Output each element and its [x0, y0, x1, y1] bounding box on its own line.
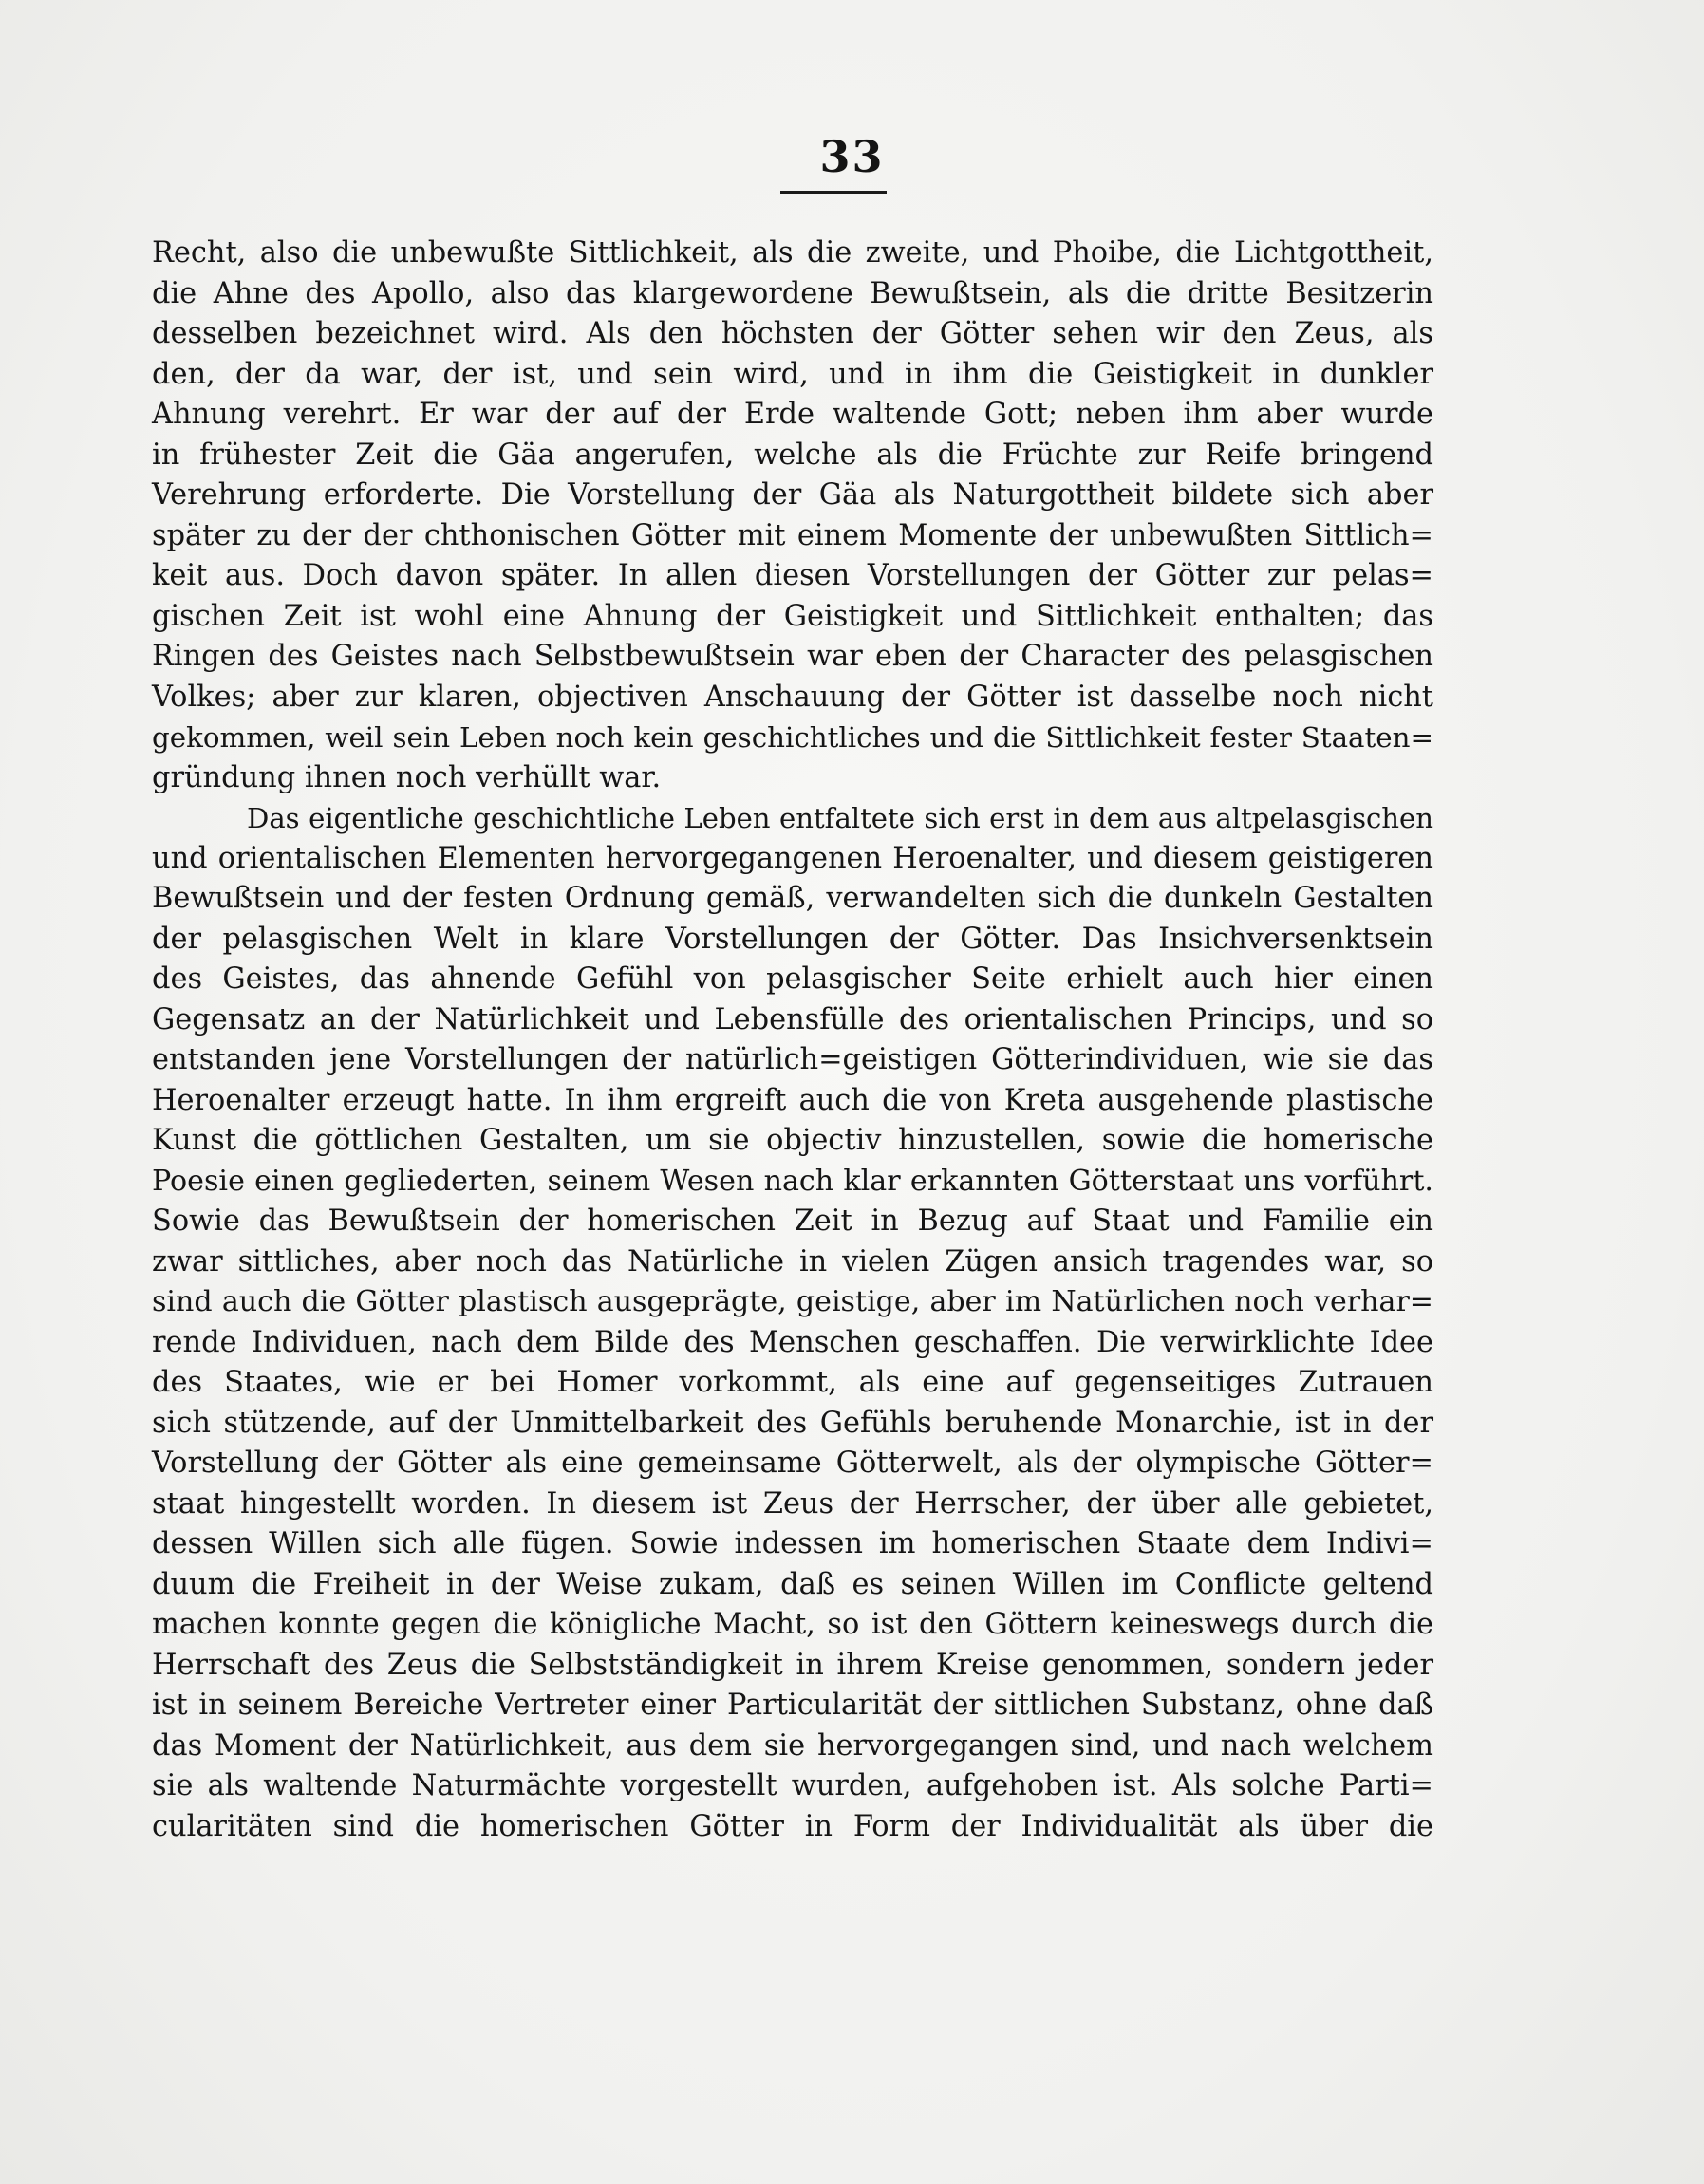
text-line: des Geistes, das ahnende Gefühl von pelasgischer Seite erhielt auch hier einen: [152, 962, 1433, 996]
page-number: 33: [819, 131, 885, 182]
text-line: des Staates, wie er bei Homer vorkommt, als eine auf gegenseitiges Zutrauen: [152, 1366, 1433, 1399]
text-line: Poesie einen gegliederten, seinem Wesen nach klar erkannten Götterstaat uns vorführt.: [152, 1164, 1433, 1198]
text-line: sich stützende, auf der Unmittelbarkeit des Gefühls beruhende Monarchie, ist in der: [152, 1406, 1433, 1440]
text-line: den, der da war, der ist, und sein wird, und in ihm die Geistigkeit in dunkler: [152, 357, 1433, 391]
text-line: und orientalischen Elementen hervorgegangenen Heroenalter, und diesem geistigeren: [152, 841, 1433, 875]
text-line: Volkes; aber zur klaren, objectiven Anschauung der Götter ist dasselbe noch nicht: [152, 680, 1433, 714]
text-line: duum die Freiheit in der Weise zukam, daß es seinen Willen im Conflicte geltend: [152, 1567, 1433, 1601]
text-line: das Moment der Natürlichkeit, aus dem sie hervorgegangen sind, und nach welchem: [152, 1728, 1433, 1763]
text-line: Kunst die göttlichen Gestalten, um sie objectiv hinzustellen, sowie die homerische: [152, 1124, 1433, 1157]
text-line: Ringen des Geistes nach Selbstbewußtsein war eben der Character des pelasgischen: [152, 640, 1433, 673]
text-line: desselben bezeichnet wird. Als den höchsten der Götter sehen wir den Zeus, als: [152, 317, 1433, 350]
text-line: in frühester Zeit die Gäa angerufen, welche als die Früchte zur Reife bringend: [152, 438, 1433, 472]
text-line: Heroenalter erzeugt hatte. In ihm ergreift auch die von Kreta ausgehende plastische: [152, 1083, 1433, 1117]
text-line: Recht, also die unbewußte Sittlichkeit, als die zweite, und Phoibe, die Lichtgottheit,: [152, 236, 1433, 270]
text-line: Sowie das Bewußtsein der homerischen Zeit in Bezug auf Staat und Familie ein: [152, 1204, 1433, 1238]
text-line: später zu der der chthonischen Götter mit einem Momente der unbewußten Sittlich=: [152, 518, 1433, 552]
text-line: staat hingestellt worden. In diesem ist Zeus der Herrscher, der über alle gebietet,: [152, 1486, 1433, 1521]
text-line: dessen Willen sich alle fügen. Sowie indessen im homerischen Staate dem Indivi=: [152, 1527, 1433, 1560]
text-line: rende Individuen, nach dem Bilde des Menschen geschaffen. Die verwirklichte Idee: [152, 1325, 1433, 1359]
text-line: Gegensatz an der Natürlichkeit und Lebensfülle des orientalischen Princips, und so: [152, 1002, 1433, 1036]
text-line: die Ahne des Apollo, also das klargewordene Bewußtsein, als die dritte Besitzerin: [152, 276, 1433, 310]
text-line: sind auch die Götter plastisch ausgeprägte, geistige, aber im Natürlichen noch verhar=: [152, 1285, 1433, 1318]
text-line: cularitäten sind die homerischen Götter in Form der Individualität als über die: [152, 1809, 1433, 1843]
text-line: der pelasgischen Welt in klare Vorstellungen der Götter. Das Insichversenktsein: [152, 922, 1433, 956]
text-line: ist in seinem Bereiche Vertreter einer Particularität der sittlichen Substanz, ohne daß: [152, 1689, 1433, 1722]
text-line: Bewußtsein und der festen Ordnung gemäß, verwandelten sich die dunkeln Gestalten: [152, 882, 1433, 915]
text-line: gründung ihnen noch verhüllt war.: [152, 760, 662, 794]
text-line: Ahnung verehrt. Er war der auf der Erde waltende Gott; neben ihm aber wurde: [152, 398, 1433, 431]
text-line: Das eigentliche geschichtliche Leben entfaltete sich erst in dem aus altpelasgischen: [247, 802, 1433, 834]
text-line: entstanden jene Vorstellungen der natürlich=geistigen Götterindividuen, wie sie das: [152, 1043, 1433, 1076]
text-line: gischen Zeit ist wohl eine Ahnung der Geistigkeit und Sittlichkeit enthalten; das: [152, 599, 1433, 633]
text-line: sie als waltende Naturmächte vorgestellt wurden, aufgehoben ist. Als solche Parti=: [152, 1769, 1433, 1802]
text-line: keit aus. Doch davon später. In allen diesen Vorstellungen der Götter zur pelas=: [152, 559, 1433, 592]
page-number-rule: [780, 191, 887, 194]
text-line: Verehrung erforderte. Die Vorstellung der Gäa als Naturgottheit bildete sich aber: [152, 478, 1433, 512]
text-line: Vorstellung der Götter als eine gemeinsame Götterwelt, als der olympische Götter=: [152, 1447, 1433, 1480]
body-text: [152, 233, 1433, 1847]
text-line: zwar sittliches, aber noch das Natürliche in vielen Zügen ansich tragendes war, so: [152, 1244, 1433, 1279]
text-line: gekommen, weil sein Leben noch kein geschichtliches und die Sittlichkeit fester Staaten=: [152, 721, 1433, 754]
text-line: machen konnte gegen die königliche Macht, so ist den Göttern keineswegs durch die: [152, 1608, 1433, 1641]
text-line: Herrschaft des Zeus die Selbstständigkeit in ihrem Kreise genommen, sondern jeder: [152, 1648, 1433, 1682]
